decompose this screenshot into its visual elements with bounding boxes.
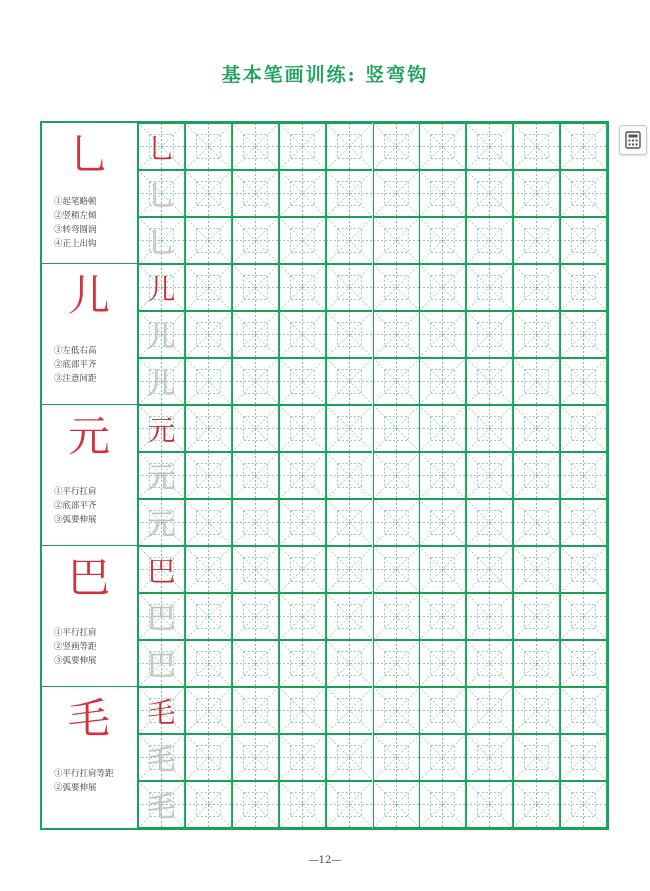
tip-text: ②弧要伸展 xyxy=(54,783,97,793)
practice-cell[interactable] xyxy=(279,781,326,828)
practice-cell[interactable] xyxy=(466,687,513,734)
practice-cell[interactable] xyxy=(326,546,373,593)
practice-cell[interactable] xyxy=(560,687,607,734)
practice-cell[interactable] xyxy=(232,546,279,593)
guide-character: 巴 xyxy=(67,553,110,602)
practice-cell[interactable] xyxy=(185,546,232,593)
model-cell xyxy=(138,170,185,217)
guide-character: 儿 xyxy=(67,271,110,320)
practice-cell[interactable] xyxy=(466,358,513,405)
practice-cell[interactable] xyxy=(279,358,326,405)
practice-cell[interactable] xyxy=(466,593,513,640)
practice-cell[interactable] xyxy=(279,123,326,170)
practice-cell[interactable] xyxy=(185,170,232,217)
practice-cell[interactable] xyxy=(326,123,373,170)
page-title: 基本笔画训练: 竖弯钩 xyxy=(221,64,429,86)
practice-cell[interactable] xyxy=(513,781,560,828)
tip-text: ③弧要伸展 xyxy=(54,515,97,525)
tip-text: ①平行扛肩等距 xyxy=(54,769,114,779)
practice-cell[interactable] xyxy=(232,217,279,264)
practice-cell[interactable] xyxy=(326,593,373,640)
practice-cell[interactable] xyxy=(560,170,607,217)
practice-cell[interactable] xyxy=(279,405,326,452)
practice-cell[interactable] xyxy=(560,640,607,687)
practice-cell[interactable] xyxy=(513,123,560,170)
practice-cell[interactable] xyxy=(373,640,420,687)
trace-character: 毛 xyxy=(147,789,176,823)
practice-cell[interactable] xyxy=(560,405,607,452)
practice-cell[interactable] xyxy=(419,499,466,546)
practice-cell[interactable] xyxy=(185,640,232,687)
practice-cell[interactable] xyxy=(560,123,607,170)
practice-cell[interactable] xyxy=(232,687,279,734)
practice-cell[interactable] xyxy=(232,593,279,640)
practice-cell[interactable] xyxy=(513,170,560,217)
trace-character: 儿 xyxy=(147,366,176,400)
practice-cell[interactable] xyxy=(466,640,513,687)
model-cell xyxy=(138,311,185,358)
trace-character: 元 xyxy=(147,460,176,494)
practice-cell[interactable] xyxy=(232,170,279,217)
tip-text: ②竖画等距 xyxy=(54,642,97,652)
practice-cell[interactable] xyxy=(279,264,326,311)
practice-cell[interactable] xyxy=(466,452,513,499)
trace-character: 儿 xyxy=(147,319,176,353)
practice-cell[interactable] xyxy=(185,123,232,170)
tip-text: ③注意间距 xyxy=(54,374,97,384)
practice-cell[interactable] xyxy=(373,781,420,828)
practice-cell[interactable] xyxy=(513,593,560,640)
practice-cell[interactable] xyxy=(232,452,279,499)
tip-text: ③转弯圆润 xyxy=(54,225,97,235)
practice-cell[interactable] xyxy=(513,499,560,546)
tip-text: ①平行扛肩 xyxy=(54,628,97,638)
model-character: 巴 xyxy=(147,554,176,588)
writing-tips xyxy=(54,767,114,795)
model-cell xyxy=(138,499,185,546)
practice-cell[interactable] xyxy=(326,217,373,264)
tip-text: ③弧要伸展 xyxy=(54,656,97,666)
practice-cell[interactable] xyxy=(326,452,373,499)
practice-cell[interactable] xyxy=(279,640,326,687)
practice-cell[interactable] xyxy=(232,405,279,452)
practice-cell[interactable] xyxy=(232,311,279,358)
model-cell xyxy=(138,593,185,640)
model-cell xyxy=(138,123,185,170)
writing-tips xyxy=(54,344,97,386)
practice-cell[interactable] xyxy=(419,264,466,311)
practice-cell[interactable] xyxy=(419,781,466,828)
practice-cell[interactable] xyxy=(373,593,420,640)
model-cell xyxy=(138,781,185,828)
tip-text: ①平行扛肩 xyxy=(54,487,97,497)
model-cell xyxy=(138,358,185,405)
practice-grid xyxy=(138,123,607,828)
practice-cell[interactable] xyxy=(513,640,560,687)
trace-character: 毛 xyxy=(147,742,176,776)
practice-cell[interactable] xyxy=(326,405,373,452)
tip-text: ①起笔略顿 xyxy=(54,197,97,207)
practice-cell[interactable] xyxy=(279,734,326,781)
practice-cell[interactable] xyxy=(513,217,560,264)
practice-cell[interactable] xyxy=(185,358,232,405)
practice-cell[interactable] xyxy=(466,123,513,170)
practice-cell[interactable] xyxy=(232,499,279,546)
trace-character: 巴 xyxy=(147,648,176,682)
practice-cell[interactable] xyxy=(419,452,466,499)
practice-cell[interactable] xyxy=(513,264,560,311)
practice-cell[interactable] xyxy=(419,593,466,640)
practice-cell[interactable] xyxy=(373,734,420,781)
practice-cell[interactable] xyxy=(513,311,560,358)
calculator-icon xyxy=(625,131,641,149)
practice-sheet xyxy=(40,121,609,830)
writing-tips xyxy=(54,195,97,251)
guide-character: 乚 xyxy=(67,130,110,179)
practice-cell[interactable] xyxy=(466,546,513,593)
trace-character: 元 xyxy=(147,507,176,541)
practice-cell[interactable] xyxy=(185,311,232,358)
stroke-guide-section xyxy=(42,123,138,264)
practice-cell[interactable] xyxy=(232,640,279,687)
practice-cell[interactable] xyxy=(419,170,466,217)
practice-cell[interactable] xyxy=(419,123,466,170)
trace-character: 乚 xyxy=(147,225,176,259)
practice-cell[interactable] xyxy=(373,264,420,311)
stroke-guide-section xyxy=(42,546,138,687)
practice-cell[interactable] xyxy=(513,358,560,405)
practice-cell[interactable] xyxy=(185,593,232,640)
practice-cell[interactable] xyxy=(373,311,420,358)
practice-cell[interactable] xyxy=(185,452,232,499)
practice-cell[interactable] xyxy=(419,358,466,405)
model-cell xyxy=(138,452,185,499)
practice-cell[interactable] xyxy=(185,217,232,264)
practice-cell[interactable] xyxy=(560,358,607,405)
tip-text: ②底部平齐 xyxy=(54,360,97,370)
practice-cell[interactable] xyxy=(373,499,420,546)
practice-cell[interactable] xyxy=(232,734,279,781)
model-cell xyxy=(138,734,185,781)
practice-cell[interactable] xyxy=(466,499,513,546)
practice-cell[interactable] xyxy=(373,452,420,499)
practice-cell[interactable] xyxy=(185,405,232,452)
practice-cell[interactable] xyxy=(373,405,420,452)
practice-cell[interactable] xyxy=(466,217,513,264)
practice-cell[interactable] xyxy=(326,170,373,217)
model-character: 元 xyxy=(147,413,176,447)
practice-cell[interactable] xyxy=(326,734,373,781)
writing-tips xyxy=(54,485,97,527)
practice-cell[interactable] xyxy=(373,217,420,264)
practice-cell[interactable] xyxy=(466,781,513,828)
practice-cell[interactable] xyxy=(513,405,560,452)
model-cell xyxy=(138,687,185,734)
model-cell xyxy=(138,640,185,687)
model-character: 乚 xyxy=(147,131,176,165)
practice-cell[interactable] xyxy=(232,358,279,405)
practice-cell[interactable] xyxy=(185,499,232,546)
practice-cell[interactable] xyxy=(185,264,232,311)
trace-character: 乚 xyxy=(147,178,176,212)
practice-cell[interactable] xyxy=(279,499,326,546)
practice-cell[interactable] xyxy=(232,123,279,170)
practice-cell[interactable] xyxy=(185,687,232,734)
practice-cell[interactable] xyxy=(419,217,466,264)
practice-cell[interactable] xyxy=(513,452,560,499)
practice-cell[interactable] xyxy=(560,264,607,311)
practice-cell[interactable] xyxy=(373,358,420,405)
practice-cell[interactable] xyxy=(513,546,560,593)
stroke-guide-section xyxy=(42,264,138,405)
guide-character: 毛 xyxy=(67,694,110,743)
tip-text: ②竖稍左倾 xyxy=(54,211,97,221)
practice-cell[interactable] xyxy=(326,264,373,311)
practice-cell[interactable] xyxy=(560,781,607,828)
stroke-guide-section xyxy=(42,687,138,828)
practice-cell[interactable] xyxy=(279,170,326,217)
practice-cell[interactable] xyxy=(560,311,607,358)
practice-cell[interactable] xyxy=(232,264,279,311)
practice-cell[interactable] xyxy=(279,593,326,640)
practice-cell[interactable] xyxy=(560,217,607,264)
practice-cell[interactable] xyxy=(419,311,466,358)
practice-cell[interactable] xyxy=(373,170,420,217)
practice-cell[interactable] xyxy=(466,264,513,311)
practice-cell[interactable] xyxy=(326,781,373,828)
practice-cell[interactable] xyxy=(419,687,466,734)
practice-cell[interactable] xyxy=(326,311,373,358)
practice-cell[interactable] xyxy=(513,734,560,781)
tip-text: ①左低右高 xyxy=(54,346,97,356)
practice-cell[interactable] xyxy=(560,546,607,593)
practice-cell[interactable] xyxy=(279,311,326,358)
writing-tips xyxy=(54,626,97,668)
practice-cell[interactable] xyxy=(185,781,232,828)
practice-cell[interactable] xyxy=(560,593,607,640)
model-cell xyxy=(138,405,185,452)
practice-cell[interactable] xyxy=(373,546,420,593)
model-character: 儿 xyxy=(147,272,176,306)
guide-character: 元 xyxy=(67,412,110,461)
practice-cell[interactable] xyxy=(232,781,279,828)
practice-cell[interactable] xyxy=(560,452,607,499)
practice-cell[interactable] xyxy=(326,640,373,687)
practice-cell[interactable] xyxy=(326,358,373,405)
practice-cell[interactable] xyxy=(279,546,326,593)
practice-cell[interactable] xyxy=(466,734,513,781)
practice-cell[interactable] xyxy=(560,734,607,781)
model-cell xyxy=(138,217,185,264)
trace-character: 巴 xyxy=(147,601,176,635)
practice-cell[interactable] xyxy=(466,405,513,452)
practice-cell[interactable] xyxy=(560,499,607,546)
practice-cell[interactable] xyxy=(279,452,326,499)
tip-text: ④正上出钩 xyxy=(54,239,97,249)
page-number: —12— xyxy=(308,855,342,866)
stroke-guide-section xyxy=(42,405,138,546)
practice-cell[interactable] xyxy=(419,640,466,687)
practice-cell[interactable] xyxy=(419,405,466,452)
practice-cell[interactable] xyxy=(279,687,326,734)
tip-text: ②底部平齐 xyxy=(54,501,97,511)
model-cell xyxy=(138,264,185,311)
practice-cell[interactable] xyxy=(185,734,232,781)
model-cell xyxy=(138,546,185,593)
practice-cell[interactable] xyxy=(513,687,560,734)
practice-cell[interactable] xyxy=(373,687,420,734)
practice-cell[interactable] xyxy=(326,499,373,546)
practice-cell[interactable] xyxy=(466,311,513,358)
practice-cell[interactable] xyxy=(419,546,466,593)
practice-cell[interactable] xyxy=(466,170,513,217)
model-character: 毛 xyxy=(147,695,176,729)
calculator-button[interactable] xyxy=(619,125,647,155)
practice-cell[interactable] xyxy=(326,687,373,734)
practice-cell[interactable] xyxy=(279,217,326,264)
practice-cell[interactable] xyxy=(373,123,420,170)
practice-cell[interactable] xyxy=(419,734,466,781)
